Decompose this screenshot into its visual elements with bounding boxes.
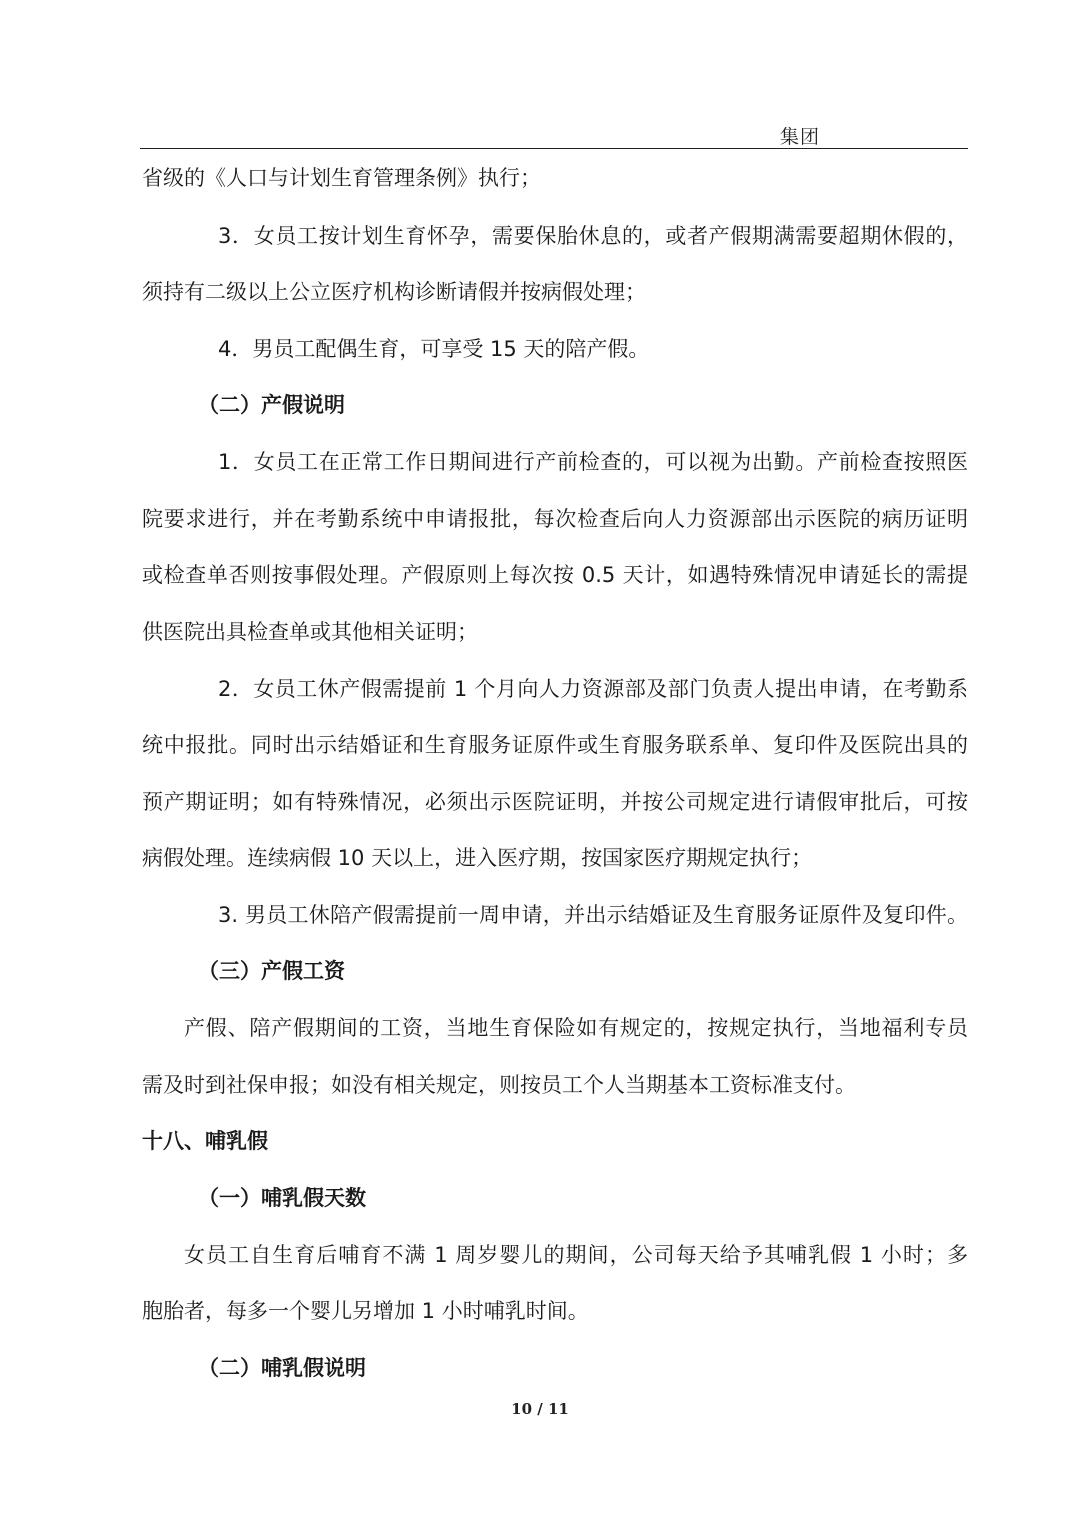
- paragraph-line: 院要求进行，并在考勤系统中申请报批，每次检查后向人力资源部出示医院的病历证明: [142, 507, 968, 531]
- paragraph-line: 4．男员工配偶生育，可享受 15 天的陪产假。: [218, 337, 650, 361]
- paragraph-line: 省级的《人口与计划生育管理条例》执行；: [142, 166, 541, 190]
- header-company-name: 集团: [780, 126, 821, 148]
- paragraph-line: 3. 男员工休陪产假需提前一周申请，并出示结婚证及生育服务证原件及复印件。: [218, 903, 968, 927]
- paragraph-line: 产假、陪产假期间的工资，当地生育保险如有规定的，按规定执行，当地福利专员: [184, 1016, 968, 1040]
- page-number: 10 / 11: [511, 1400, 569, 1418]
- section-subheading: （一）哺乳假天数: [198, 1186, 366, 1210]
- paragraph-line: 预产期证明；如有特殊情况，必须出示医院证明，并按公司规定进行请假审批后，可按: [142, 790, 968, 814]
- paragraph-line: 3．女员工按计划生育怀孕，需要保胎休息的，或者产假期满需要超期休假的，: [218, 224, 968, 248]
- paragraph-line: 或检查单否则按事假处理。产假原则上每次按 0.5 天计，如遇特殊情况申请延长的需提: [142, 563, 968, 587]
- section-subheading: （三）产假工资: [198, 959, 345, 983]
- section-subheading: （二）哺乳假说明: [198, 1356, 366, 1380]
- paragraph-line: 须持有二级以上公立医疗机构诊断请假并按病假处理；: [142, 280, 646, 304]
- paragraph-line: 2．女员工休产假需提前 1 个月向人力资源部及部门负责人提出申请，在考勤系: [218, 677, 968, 701]
- paragraph-line: 病假处理。连续病假 10 天以上，进入医疗期，按国家医疗期规定执行；: [142, 846, 813, 870]
- paragraph-line: 供医院出具检查单或其他相关证明；: [142, 620, 478, 644]
- paragraph-line: 胞胎者，每多一个婴儿另增加 1 小时哺乳时间。: [142, 1299, 589, 1323]
- header-rule: [140, 148, 968, 149]
- paragraph-line: 统中报批。同时出示结婚证和生育服务证原件或生育服务联系单、复印件及医院出具的: [142, 733, 968, 757]
- section-heading: 十八、哺乳假: [142, 1129, 268, 1153]
- section-subheading: （二）产假说明: [198, 393, 345, 417]
- paragraph-line: 需及时到社保申报；如没有相关规定，则按员工个人当期基本工资标准支付。: [142, 1073, 856, 1097]
- paragraph-line: 1．女员工在正常工作日期间进行产前检查的，可以视为出勤。产前检查按照医: [218, 450, 968, 474]
- paragraph-line: 女员工自生育后哺育不满 1 周岁婴儿的期间，公司每天给予其哺乳假 1 小时；多: [184, 1243, 968, 1267]
